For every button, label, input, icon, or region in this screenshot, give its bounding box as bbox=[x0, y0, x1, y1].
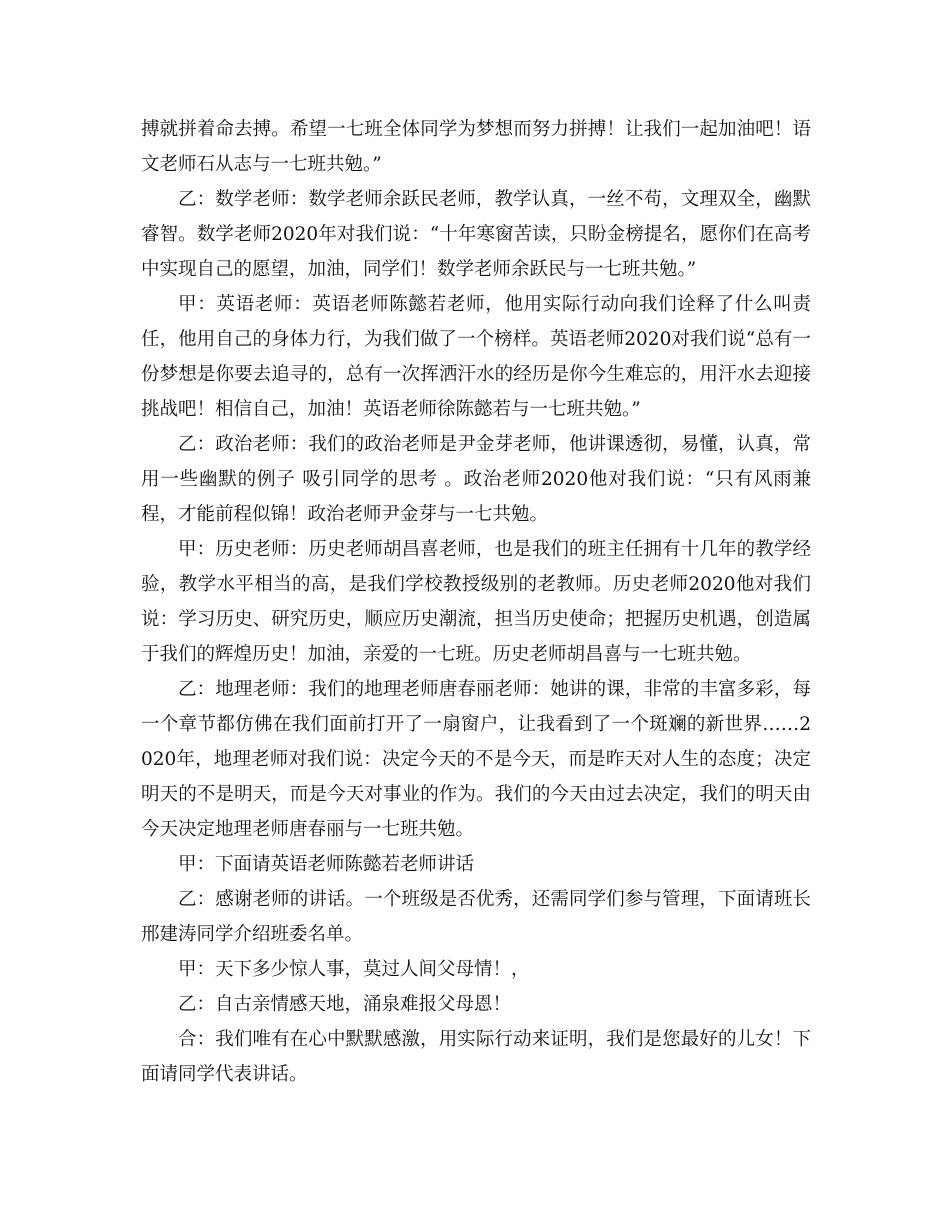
paragraph-parents-line-1: 甲：天下多少惊人事，莫过人间父母情！， bbox=[178, 959, 530, 980]
document-body bbox=[141, 112, 811, 1092]
paragraph-parents-line-2: 乙：自古亲情感天地，涌泉难报父母恩！ bbox=[178, 994, 512, 1015]
paragraph-english-teacher: 甲：英语老师：英语老师陈懿若老师，他用实际行动向我们诠释了什么叫责任，他用自己的身体力行，为我们做了一个榜样。英语老师2020对我们说“总有一份梦想是你要去追寻的，总有一次挥洒汗水的经历是你今生难忘的，用汗水去迎接挑战吧！相信自己，加油！英语老师徐陈懿若与一七班共勉。” bbox=[141, 294, 811, 420]
paragraph-student-speech-intro: 合：我们唯有在心中默默感激，用实际行动来证明，我们是您最好的儿女！下面请同学代表讲话。 bbox=[141, 1029, 811, 1085]
paragraph-history-teacher: 甲：历史老师：历史老师胡昌喜老师，也是我们的班主任拥有十几年的教学经验，教学水平相当的高，是我们学校教授级别的老教师。历史老师2020他对我们说：学习历史、研究历史，顺应历史潮流，担当历史使命；把握历史机遇，创造属于我们的辉煌历史！加油，亲爱的一七班。历史老师胡昌喜与一七班共勉。 bbox=[141, 539, 811, 665]
paragraph-geography-teacher: 乙：地理老师：我们的地理老师唐春丽老师：她讲的课，非常的丰富多彩，每一个章节都仿佛在我们面前打开了一扇窗户，让我看到了一个斑斓的新世界……2020年，地理老师对我们说：决定今天的不是今天，而是昨天对人生的态度；决定明天的不是明天，而是今天对事业的作为。我们的今天由过去决定，我们的明天由今天决定地理老师唐春丽与一七班共勉。 bbox=[141, 679, 811, 840]
paragraph-continuation: 搏就拼着命去搏。希望一七班全体同学为梦想而努力拼搏！让我们一起加油吧！语文老师石从志与一七班共勉。” bbox=[141, 119, 811, 175]
paragraph-politics-teacher: 乙：政治老师：我们的政治老师是尹金芽老师，他讲课透彻，易懂，认真，常用一些幽默的例子 吸引同学的思考 。政治老师2020他对我们说：“只有风雨兼程，才能前程似锦！政治老师尹金芽与一七共勉。 bbox=[141, 434, 811, 525]
paragraph-monitor-intro: 乙：感谢老师的讲话。一个班级是否优秀，还需同学们参与管理，下面请班长邢建涛同学介绍班委名单。 bbox=[141, 889, 811, 945]
paragraph-english-speech-intro: 甲：下面请英语老师陈懿若老师讲话 bbox=[178, 854, 475, 875]
paragraph-math-teacher: 乙：数学老师：数学老师余跃民老师，教学认真，一丝不苟，文理双全，幽默睿智。数学老师2020年对我们说：“十年寒窗苦读，只盼金榜提名，愿你们在高考中实现自己的愿望，加油，同学们！数学老师余跃民与一七班共勉。” bbox=[141, 189, 811, 280]
